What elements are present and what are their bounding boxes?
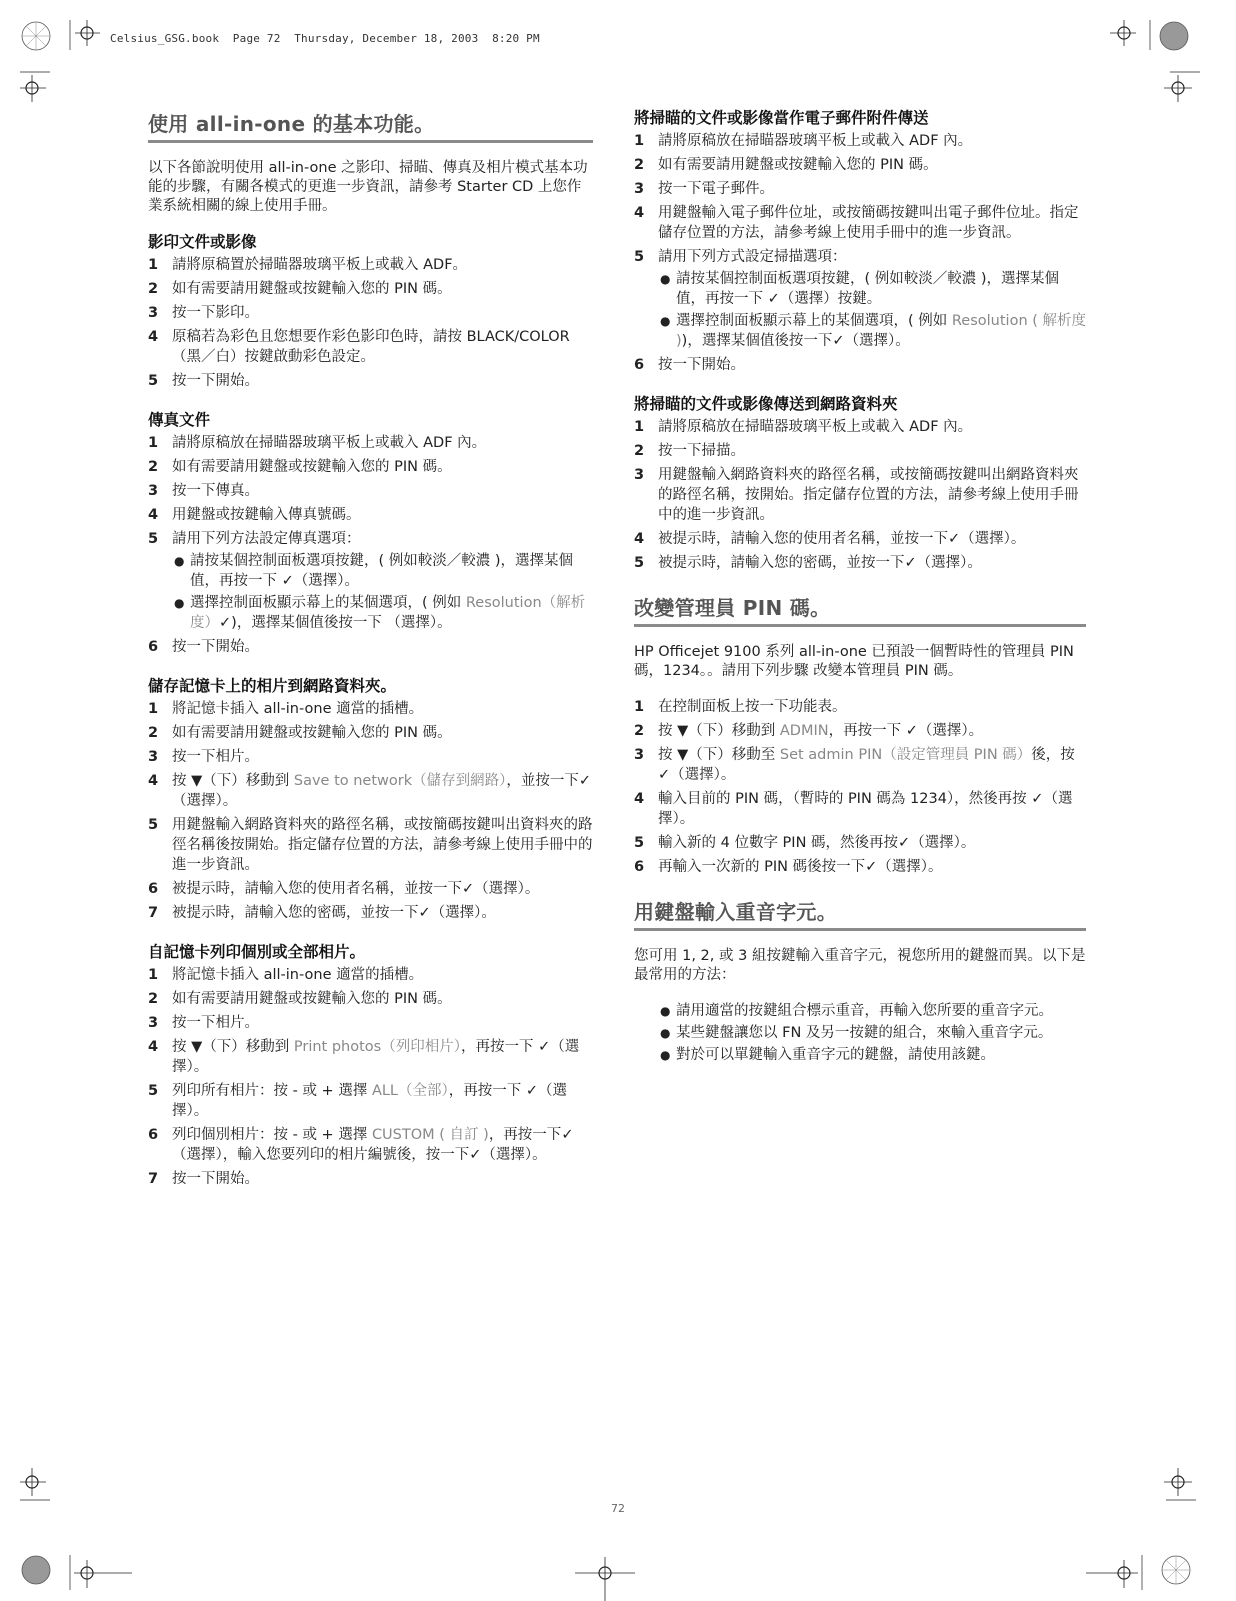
check-icon: ✓ xyxy=(767,291,780,307)
list-item: 3 按一下相片。 xyxy=(148,1015,259,1031)
accent-intro-paragraph: 您可用 1, 2, 或 3 組按鍵輸入重音字元，視您所用的鍵盤而異。以下是最常用的方法： xyxy=(634,948,1086,983)
print-slug: Celsius_GSG.book Page 72 Thursday, December 18, 2003 8:20 PM xyxy=(110,32,540,45)
heading-email: 將掃瞄的文件或影像當作電子郵件附件傳送 xyxy=(634,109,929,127)
list-item: 2 按一下掃描。 xyxy=(634,443,745,459)
bullet-item: ● 對於可以單鍵輸入重音字元的鍵盤，請使用該鍵。 xyxy=(660,1047,995,1063)
check-icon: ✓ xyxy=(525,1083,539,1099)
list-item: 1 將記憶卡插入 all-in-one 適當的插槽。 xyxy=(148,967,424,983)
list-item: 1 請將原稿放在掃瞄器玻璃平板上或載入 ADF 內。 xyxy=(634,419,973,435)
accent-methods-list xyxy=(634,1001,1086,1065)
bullet-item: ● 請按某個控制面板選項按鍵，( 例如較淡／較濃 )，選擇某個值，再按一下 ✓（選擇）。 xyxy=(174,553,574,589)
check-icon: ✓ xyxy=(904,555,917,571)
list-item: 1 請將原稿放在掃瞄器玻璃平板上或載入 ADF 內。 xyxy=(148,435,487,451)
check-icon: ✓ xyxy=(905,723,918,739)
registration-mark-top-right xyxy=(1090,20,1200,110)
check-icon: ✓ xyxy=(418,905,431,921)
list-item: 3 用鍵盤輸入網路資料夾的路徑名稱，或按簡碼按鍵叫出網路資料夾的路徑名稱，按開始。指定儲存位置的方法，請參考線上使用手冊中的進一步資訊。 xyxy=(634,467,1079,523)
check-icon: ✓ xyxy=(219,615,232,631)
list-item: 2 如有需要請用鍵盤或按鍵輸入您的 PIN 碼。 xyxy=(148,725,452,741)
check-icon: ✓ xyxy=(469,1147,482,1163)
bullet-item: ● 選擇控制面板顯示幕上的某個選項，( 例如 Resolution（解析度）✓)，選擇某個值後按一下 （選擇）。 xyxy=(174,595,586,631)
intro-paragraph: 以下各節說明使用 all-in-one 之影印、掃瞄、傳真及相片模式基本功能的步驟，有關各模式的更進一步資訊，請參考 Starter CD 上您作業系統相關的線上使用手冊。 xyxy=(148,160,588,214)
list-item: 5 列印所有相片：按 - 或 + 選擇 ALL（全部），再按一下 ✓（選擇）。 xyxy=(148,1083,568,1119)
list-item: 6 按一下開始。 xyxy=(634,357,745,373)
section-title-change-pin: 改變管理員 PIN 碼。 xyxy=(634,592,1086,627)
left-column xyxy=(148,108,593,1208)
check-icon: ✓ xyxy=(948,531,961,547)
list-item: 7 被提示時，請輸入您的密碼，並按一下✓（選擇）。 xyxy=(148,905,496,921)
list-item: 5 用鍵盤輸入網路資料夾的路徑名稱，或按簡碼按鍵叫出資料夾的路徑名稱後按開始。指定儲存位置的方法，請參考線上使用手冊中的進一步資訊。 xyxy=(148,817,593,873)
list-item: 6 再輸入一次新的 PIN 碼後按一下✓（選擇）。 xyxy=(634,859,943,875)
list-item: 5 按一下開始。 xyxy=(148,373,259,389)
down-arrow-icon: ▼ xyxy=(677,747,689,763)
list-item: 7 按一下開始。 xyxy=(148,1171,259,1187)
list-item: 3 按一下影印。 xyxy=(148,305,259,321)
check-icon: ✓ xyxy=(658,767,671,783)
list-item: 2 如有需要請用鍵盤或按鍵輸入您的 PIN 碼。 xyxy=(148,281,452,297)
list-item: 2 如有需要請用鍵盤或按鍵輸入您的 PIN 碼。 xyxy=(148,459,452,475)
list-item: 1 請將原稿放在掃瞄器玻璃平板上或載入 ADF 內。 xyxy=(634,133,973,149)
section-change-pin xyxy=(634,697,1086,877)
list-item: 4 按 ▼（下）移動到 Save to network（儲存到網路），並按一下✓（選擇）。 xyxy=(148,773,592,809)
list-item: 6 列印個別相片：按 - 或 + 選擇 CUSTOM ( 自訂 )，再按一下✓（選擇），輸入您要列印的相片編號後，按一下✓（選擇）。 xyxy=(148,1127,574,1163)
list-item: 1 將記憶卡插入 all-in-one 適當的插槽。 xyxy=(148,701,424,717)
heading-copy: 影印文件或影像 xyxy=(148,233,257,251)
list-item: 6 被提示時，請輸入您的使用者名稱，並按一下✓（選擇）。 xyxy=(148,881,540,897)
down-arrow-icon: ▼ xyxy=(191,773,203,789)
bullet-item: ● 請按某個控制面板選項按鍵，( 例如較淡／較濃 )，選擇某個值，再按一下 ✓（選擇）按鍵。 xyxy=(660,271,1060,307)
registration-mark-bottom-center xyxy=(575,1545,635,1601)
heading-save: 儲存記憶卡上的相片到網路資料夾。 xyxy=(148,677,397,695)
section-title-basic-functions: 使用 all-in-one 的基本功能。 xyxy=(148,108,593,143)
list-item: 4 原稿若為彩色且您想要作彩色影印色時，請按 BLACK/COLOR（黑／白）按鍵啟動彩色設定。 xyxy=(148,329,570,365)
registration-mark-bottom-left xyxy=(20,1460,150,1590)
section-fax xyxy=(148,410,593,657)
page-number: 72 xyxy=(611,1502,625,1515)
check-icon: ✓ xyxy=(832,333,845,349)
heading-fax: 傳真文件 xyxy=(148,411,211,429)
list-item: 4 用鍵盤輸入電子郵件位址，或按簡碼按鍵叫出電子郵件位址。指定儲存位置的方法，請參考線上使用手冊中的進一步資訊。 xyxy=(634,205,1079,241)
registration-mark-bottom-right xyxy=(1086,1460,1216,1590)
down-arrow-icon: ▼ xyxy=(677,723,689,739)
section-save-to-network xyxy=(148,676,593,923)
section-network-folder xyxy=(634,394,1086,573)
bullet-item: ● 某些鍵盤讓您以 FN 及另一按鍵的組合，來輸入重音字元。 xyxy=(660,1025,1053,1041)
right-column xyxy=(634,108,1086,1067)
check-icon: ✓ xyxy=(865,859,878,875)
section-print-photos xyxy=(148,942,593,1189)
list-item: 1 請將原稿置於掃瞄器玻璃平板上或載入 ADF。 xyxy=(148,257,468,273)
down-arrow-icon: ▼ xyxy=(191,1039,203,1055)
check-icon: ✓ xyxy=(462,881,475,897)
registration-mark-top-left xyxy=(20,20,130,110)
list-item: 5 請用下列方式設定掃描選項： ● 請按某個控制面板選項按鍵，( 例如較淡／較濃 )，選擇某個值，再按一下 ✓（選擇）按鍵。 ● 選擇控制面板顯示幕上的某個選項，( 例如 Resolution ( 解析度 ))，選擇某個值後按一下✓（選擇）。 xyxy=(634,249,1087,349)
list-item: 2 如有需要請用鍵盤或按鍵輸入您的 PIN 碼。 xyxy=(148,991,452,1007)
list-item: 3 按一下相片。 xyxy=(148,749,259,765)
list-item: 2 如有需要請用鍵盤或按鍵輸入您的 PIN 碼。 xyxy=(634,157,938,173)
list-item: 3 按一下電子郵件。 xyxy=(634,181,774,197)
list-item: 5 請用下列方法設定傳真選項： ● 請按某個控制面板選項按鍵，( 例如較淡／較濃 )，選擇某個值，再按一下 ✓（選擇）。 ● 選擇控制面板顯示幕上的某個選項，( 例如 Resolution（解析度）✓)，選擇某個值後按一下 （選擇）。 xyxy=(148,529,593,633)
check-icon: ✓ xyxy=(1031,791,1044,807)
check-icon: ✓ xyxy=(538,1039,551,1055)
list-item: 5 輸入新的 4 位數字 PIN 碼，然後再按✓（選擇）。 xyxy=(634,835,976,851)
pin-intro-paragraph: HP Officejet 9100 系列 all-in-one 已預設一個暫時性的管理員 PIN 碼，1234。。請用下列步驟 改變本管理員 PIN 碼。 xyxy=(634,644,1074,679)
list-item: 3 按 ▼（下）移動至 Set admin PIN（設定管理員 PIN 碼）後，按 ✓（選擇）。 xyxy=(634,747,1075,783)
section-copy xyxy=(148,232,593,391)
bullet-item: ● 請用適當的按鍵組合標示重音，再輸入您所要的重音字元。 xyxy=(660,1003,1053,1019)
list-item: 1 在控制面板上按一下功能表。 xyxy=(634,699,847,715)
list-item: 4 輸入目前的 PIN 碼，（暫時的 PIN 碼為 1234），然後再按 ✓（選擇）。 xyxy=(634,791,1073,827)
bullet-item: ● 選擇控制面板顯示幕上的某個選項，( 例如 Resolution ( 解析度 ))，選擇某個值後按一下✓（選擇）。 xyxy=(660,313,1087,349)
check-icon: ✓ xyxy=(561,1127,574,1143)
check-icon: ✓ xyxy=(281,573,294,589)
list-item: 4 按 ▼（下）移動到 Print photos（列印相片），再按一下 ✓（選擇）。 xyxy=(148,1039,580,1075)
list-item: 3 按一下傳真。 xyxy=(148,483,259,499)
list-item: 6 按一下開始。 xyxy=(148,639,259,655)
check-icon: ✓ xyxy=(578,773,592,789)
heading-network: 將掃瞄的文件或影像傳送到網路資料夾 xyxy=(634,395,898,413)
heading-print: 自記憶卡列印個別或全部相片。 xyxy=(148,943,366,961)
list-item: 5 被提示時，請輸入您的密碼，並按一下✓（選擇）。 xyxy=(634,555,982,571)
check-icon: ✓ xyxy=(898,835,911,851)
list-item: 4 用鍵盤或按鍵輸入傳真號碼。 xyxy=(148,507,361,523)
list-item: 2 按 ▼（下）移動到 ADMIN，再按一下 ✓（選擇）。 xyxy=(634,723,984,739)
section-email xyxy=(634,108,1086,375)
list-item: 4 被提示時，請輸入您的使用者名稱，並按一下✓（選擇）。 xyxy=(634,531,1026,547)
section-title-accent-chars: 用鍵盤輸入重音字元。 xyxy=(634,896,1086,931)
